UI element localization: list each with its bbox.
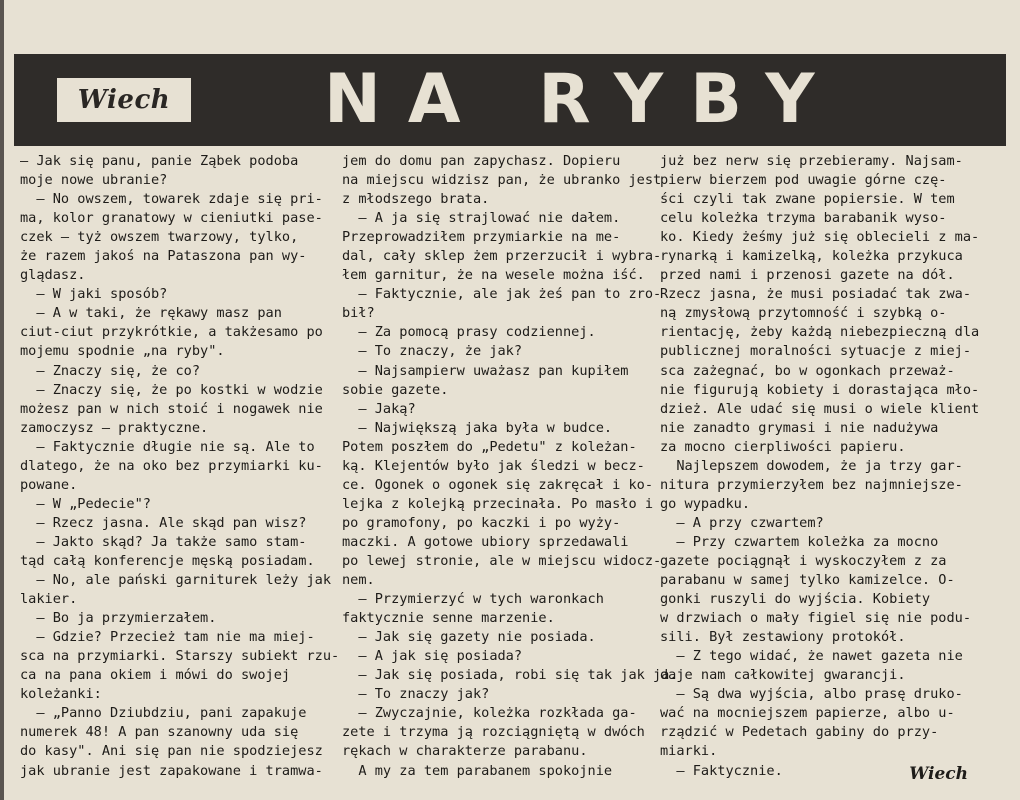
text-line: lejka z kolejką przecinała. Po masło i: [342, 495, 653, 512]
text-line: że razem jakoś na Pataszona pan wy-: [20, 248, 307, 265]
text-line: — Rzecz jasna. Ale skąd pan wisz?: [20, 514, 307, 531]
text-line: — Faktycznie, ale jak żeś pan to zro-: [342, 286, 662, 303]
text-line: — Znaczy się, że po kostki w wodzie: [20, 381, 323, 398]
text-line: po gramofony, po kaczki i po wyży-: [342, 514, 621, 531]
text-line: za mocno cierpliwości papieru.: [660, 438, 906, 455]
text-line: ko. Kiedy żeśmy już się oblecieli z ma-: [660, 229, 980, 246]
text-line: maczki. A gotowe ubiory sprzedawali: [342, 533, 629, 550]
text-line: — A jak się posiada?: [342, 648, 523, 665]
author-logo: [57, 78, 191, 122]
text-line: — To znaczy jak?: [342, 686, 490, 703]
text-line: nie zanadto grymasi i nie nadużywa: [660, 419, 939, 436]
text-line: numerek 48! A pan szanowny uda się: [20, 724, 299, 741]
text-line: łem garnitur, że na wesele można iść.: [342, 267, 645, 284]
text-line: ną zmysłową przytomność i szybką o-: [660, 305, 947, 322]
text-line: czek — tyż owszem twarzowy, tylko,: [20, 229, 299, 246]
text-line: powane.: [20, 476, 78, 493]
text-line: w drzwiach o mały figiel się nie podu-: [660, 610, 971, 627]
text-line: pierw bierzem pod uwagie górne czę-: [660, 172, 947, 189]
text-line: dlatego, że na oko bez przymiarki ku-: [20, 457, 323, 474]
text-line: zete i trzyma ją rozciągniętą w dwóch: [342, 724, 645, 741]
text-line: — Jakto skąd? Ja także samo stam-: [20, 533, 307, 550]
text-line: po lewej stronie, ale w miejscu widocz-: [342, 552, 662, 569]
text-line: — Przymierzyć w tych waronkach: [342, 591, 604, 608]
text-line: — No, ale pański garniturek leży jak: [20, 572, 331, 589]
text-line: ma, kolor granatowy w cieniutki pase-: [20, 210, 323, 227]
text-line: lakier.: [20, 591, 78, 608]
text-line: nem.: [342, 572, 375, 589]
text-line: ką. Klejentów było jak śledzi w becz-: [342, 457, 645, 474]
text-line: Najlepszem dowodem, że ja trzy gar-: [660, 457, 963, 474]
text-line: daje nam całkowitej gwarancji.: [660, 667, 906, 684]
text-line: — Są dwa wyjścia, albo prasę druko-: [660, 686, 963, 703]
text-line: — To znaczy, że jak?: [342, 343, 523, 360]
text-line: jem do domu pan zapychasz. Dopieru: [342, 153, 621, 169]
page-edge-shadow: [0, 0, 4, 800]
text-line: — Jak się gazety nie posiada.: [342, 629, 596, 646]
text-line: sca zażegnać, bo w ogonkach przeważ-: [660, 362, 955, 379]
text-line: na miejscu widzisz pan, że ubranko jest: [342, 172, 662, 189]
text-line: — A w taki, że rękawy masz pan: [20, 305, 282, 322]
text-line: — Największą jaka była w budce.: [342, 419, 613, 436]
text-line: — „Panno Dziubdziu, pani zapakuje: [20, 705, 307, 722]
text-line: ciut-ciut przykrótkie, a takżesamo po: [20, 324, 323, 341]
text-line: Potem poszłem do „Pedetu" z koleżan-: [342, 438, 637, 455]
text-line: możesz pan w nich stoić i nogawek nie: [20, 400, 323, 417]
text-line: sobie gazete.: [342, 381, 449, 398]
author-signature: Wiech: [909, 764, 968, 784]
text-line: sca na przymiarki. Starszy subiekt rzu-: [20, 648, 340, 665]
text-line: do kasy". Ani się pan nie spodziejesz: [20, 743, 323, 760]
author-logo-text: Wiech: [77, 85, 171, 115]
text-line: sili. Był zestawiony protokół.: [660, 629, 906, 646]
text-line: wać na mocniejszem papierze, albo u-: [660, 705, 955, 722]
text-line: Przeprowadziłem przymiarkie na me-: [342, 229, 621, 246]
text-line: zamoczysz — praktyczne.: [20, 419, 209, 436]
text-line: celu koleżka trzyma barabanik wyso-: [660, 210, 947, 227]
text-line: bił?: [342, 305, 375, 322]
text-line: już bez nerw się przebieramy. Najsam-: [660, 153, 963, 169]
text-line: — No owszem, towarek zdaje się pri-: [20, 191, 323, 208]
text-line: — A ja się strajlować nie dałem.: [342, 210, 621, 227]
text-line: — Z tego widać, że nawet gazeta nie: [660, 648, 963, 665]
text-line: rękach w charakterze parabanu.: [342, 743, 588, 760]
text-line: — W jaki sposób?: [20, 286, 168, 303]
article-title: NA RYBY: [324, 60, 842, 139]
text-column-3: [660, 152, 979, 781]
text-line: — Jaką?: [342, 400, 416, 417]
text-line: miarki.: [660, 743, 718, 760]
text-line: — Bo ja przymierzałem.: [20, 610, 217, 627]
text-line: — Za pomocą prasy codziennej.: [342, 324, 596, 341]
text-line: gonki ruszyli do wyjścia. Kobiety: [660, 591, 931, 608]
text-line: przed nami i przenosi gazete na dół.: [660, 267, 955, 284]
text-line: — Jak się posiada, robi się tak jak ja.: [342, 667, 678, 684]
text-line: A my za tem parabanem spokojnie: [342, 762, 613, 779]
title-banner: [14, 54, 1006, 146]
text-line: — Znaczy się, że co?: [20, 362, 201, 379]
text-line: ca na pana okiem i mówi do swojej: [20, 667, 291, 684]
text-line: mojemu spodnie „na ryby".: [20, 343, 225, 360]
text-line: nitura przymierzyłem bez najmniejsze-: [660, 476, 963, 493]
text-line: dal, cały sklep żem przerzucił i wybra-: [342, 248, 662, 265]
text-line: Rzecz jasna, że musi posiadać tak zwa-: [660, 286, 971, 303]
text-line: — Faktycznie.: [660, 762, 783, 779]
text-line: moje nowe ubranie?: [20, 172, 168, 189]
text-line: rządzić w Pedetach gabiny do przy-: [660, 724, 939, 741]
text-line: — Zwyczajnie, koleżka rozkłada ga-: [342, 705, 637, 722]
text-line: nie figurują kobiety i dorastająca mło-: [660, 381, 980, 398]
text-line: — A przy czwartem?: [660, 514, 824, 531]
text-line: — W „Pedecie"?: [20, 495, 151, 512]
text-line: z młodszego brata.: [342, 191, 490, 208]
text-column-2: [342, 152, 678, 781]
text-line: gazete pociągnął i wyskoczyłem z za: [660, 552, 947, 569]
text-line: faktycznie senne marzenie.: [342, 610, 555, 627]
text-line: jak ubranie jest zapakowane i tramwa-: [20, 762, 323, 779]
text-line: dzież. Ale udać się musi o wiele klient: [660, 400, 980, 417]
text-line: rientację, żeby każdą niebezpieczną dla: [660, 324, 980, 341]
text-line: — Faktycznie długie nie są. Ale to: [20, 438, 315, 455]
text-line: — Najsampierw uważasz pan kupiłem: [342, 362, 629, 379]
text-line: — Jak się panu, panie Ząbek podoba: [20, 153, 299, 169]
text-line: glądasz.: [20, 267, 86, 284]
text-column-1: [20, 152, 339, 781]
text-line: ści czyli tak zwane popiersie. W tem: [660, 191, 955, 208]
text-line: rynarką i kamizelką, koleżka przykuca: [660, 248, 963, 265]
text-line: — Gdzie? Przecież tam nie ma miej-: [20, 629, 315, 646]
text-line: publicznej moralności sytuacje z miej-: [660, 343, 971, 360]
text-line: go wypadku.: [660, 495, 751, 512]
text-line: ce. Ogonek o ogonek się zakręcał i ko-: [342, 476, 653, 493]
text-line: tąd całą konferencje męską posiadam.: [20, 552, 315, 569]
text-line: koleżanki:: [20, 686, 102, 703]
text-line: parabanu w samej tylko kamizelce. O-: [660, 572, 955, 589]
text-line: — Przy czwartem koleżka za mocno: [660, 533, 939, 550]
